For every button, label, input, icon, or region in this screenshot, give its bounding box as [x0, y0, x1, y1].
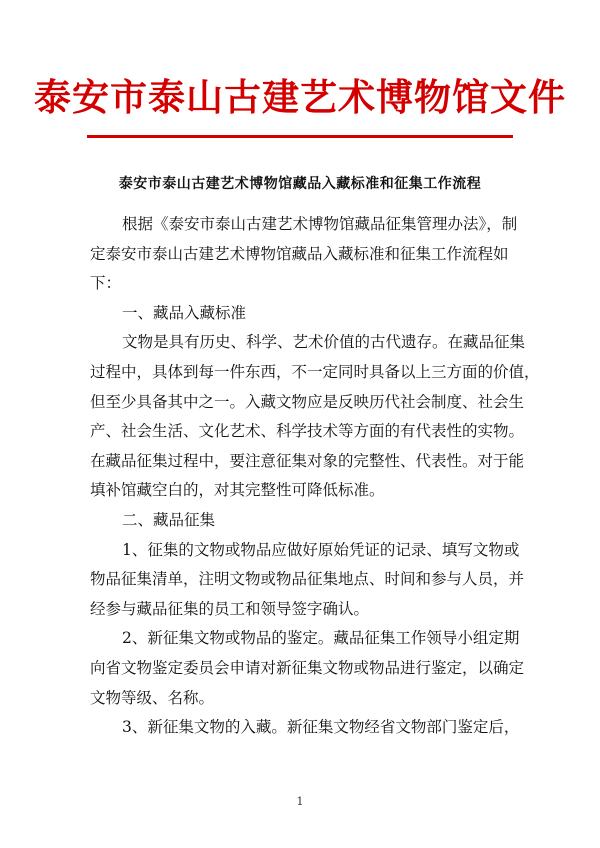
- body-line: 1、征集的文物或物品应做好原始凭证的记录、填写文物或: [122, 540, 520, 559]
- body-line: 填补馆藏空白的，对其完整性可降低标准。: [90, 481, 385, 500]
- body-line: 文物是具有历史、科学、艺术价值的古代遗存。在藏品征集: [122, 333, 526, 352]
- body-line: 向省文物鉴定委员会申请对新征集文物或物品进行鉴定，以确定: [90, 658, 525, 677]
- document-body: [90, 210, 540, 743]
- body-line: 但至少具备其中之一。入藏文物应是反映历代社会制度、社会生: [90, 392, 525, 411]
- body-line: 根据《泰安市泰山古建艺术博物馆藏品征集管理办法》，制: [122, 215, 518, 233]
- body-line: 3、新征集文物的入藏。新征集文物经省文物部门鉴定后，: [122, 718, 520, 737]
- body-line: 物品征集清单，注明文物或物品征集地点、时间和参与人员，并: [90, 570, 525, 589]
- body-line: 文物等级、名称。: [90, 688, 215, 707]
- body-line: 定泰安市泰山古建艺术博物馆藏品入藏标准和征集工作流程如: [90, 244, 509, 263]
- letterhead-red-rule: [87, 135, 513, 138]
- body-line: 2、新征集文物或物品的鉴定。藏品征集工作领导小组定期: [122, 629, 520, 648]
- page-number: 1: [296, 795, 304, 808]
- body-line: 产、社会生活、文化艺术、科学技术等方面的有代表性的实物。: [90, 422, 525, 441]
- body-line: 经参与藏品征集的员工和领导签字确认。: [90, 599, 370, 618]
- body-line: 在藏品征集过程中，要注意征集对象的完整性、代表性。对于能: [90, 451, 525, 470]
- document-title: 泰安市泰山古建艺术博物馆藏品入藏标准和征集工作流程: [118, 176, 482, 192]
- letterhead-title: 泰安市泰山古建艺术博物馆文件: [34, 75, 566, 119]
- body-line: 下：: [90, 274, 122, 293]
- body-line: 过程中，具体到每一件东西，不一定同时具备以上三方面的价值，: [90, 362, 540, 381]
- section-heading-collection-acquisition: 二、藏品征集: [122, 510, 216, 529]
- section-heading-collection-standard: 一、藏品入藏标准: [122, 303, 247, 322]
